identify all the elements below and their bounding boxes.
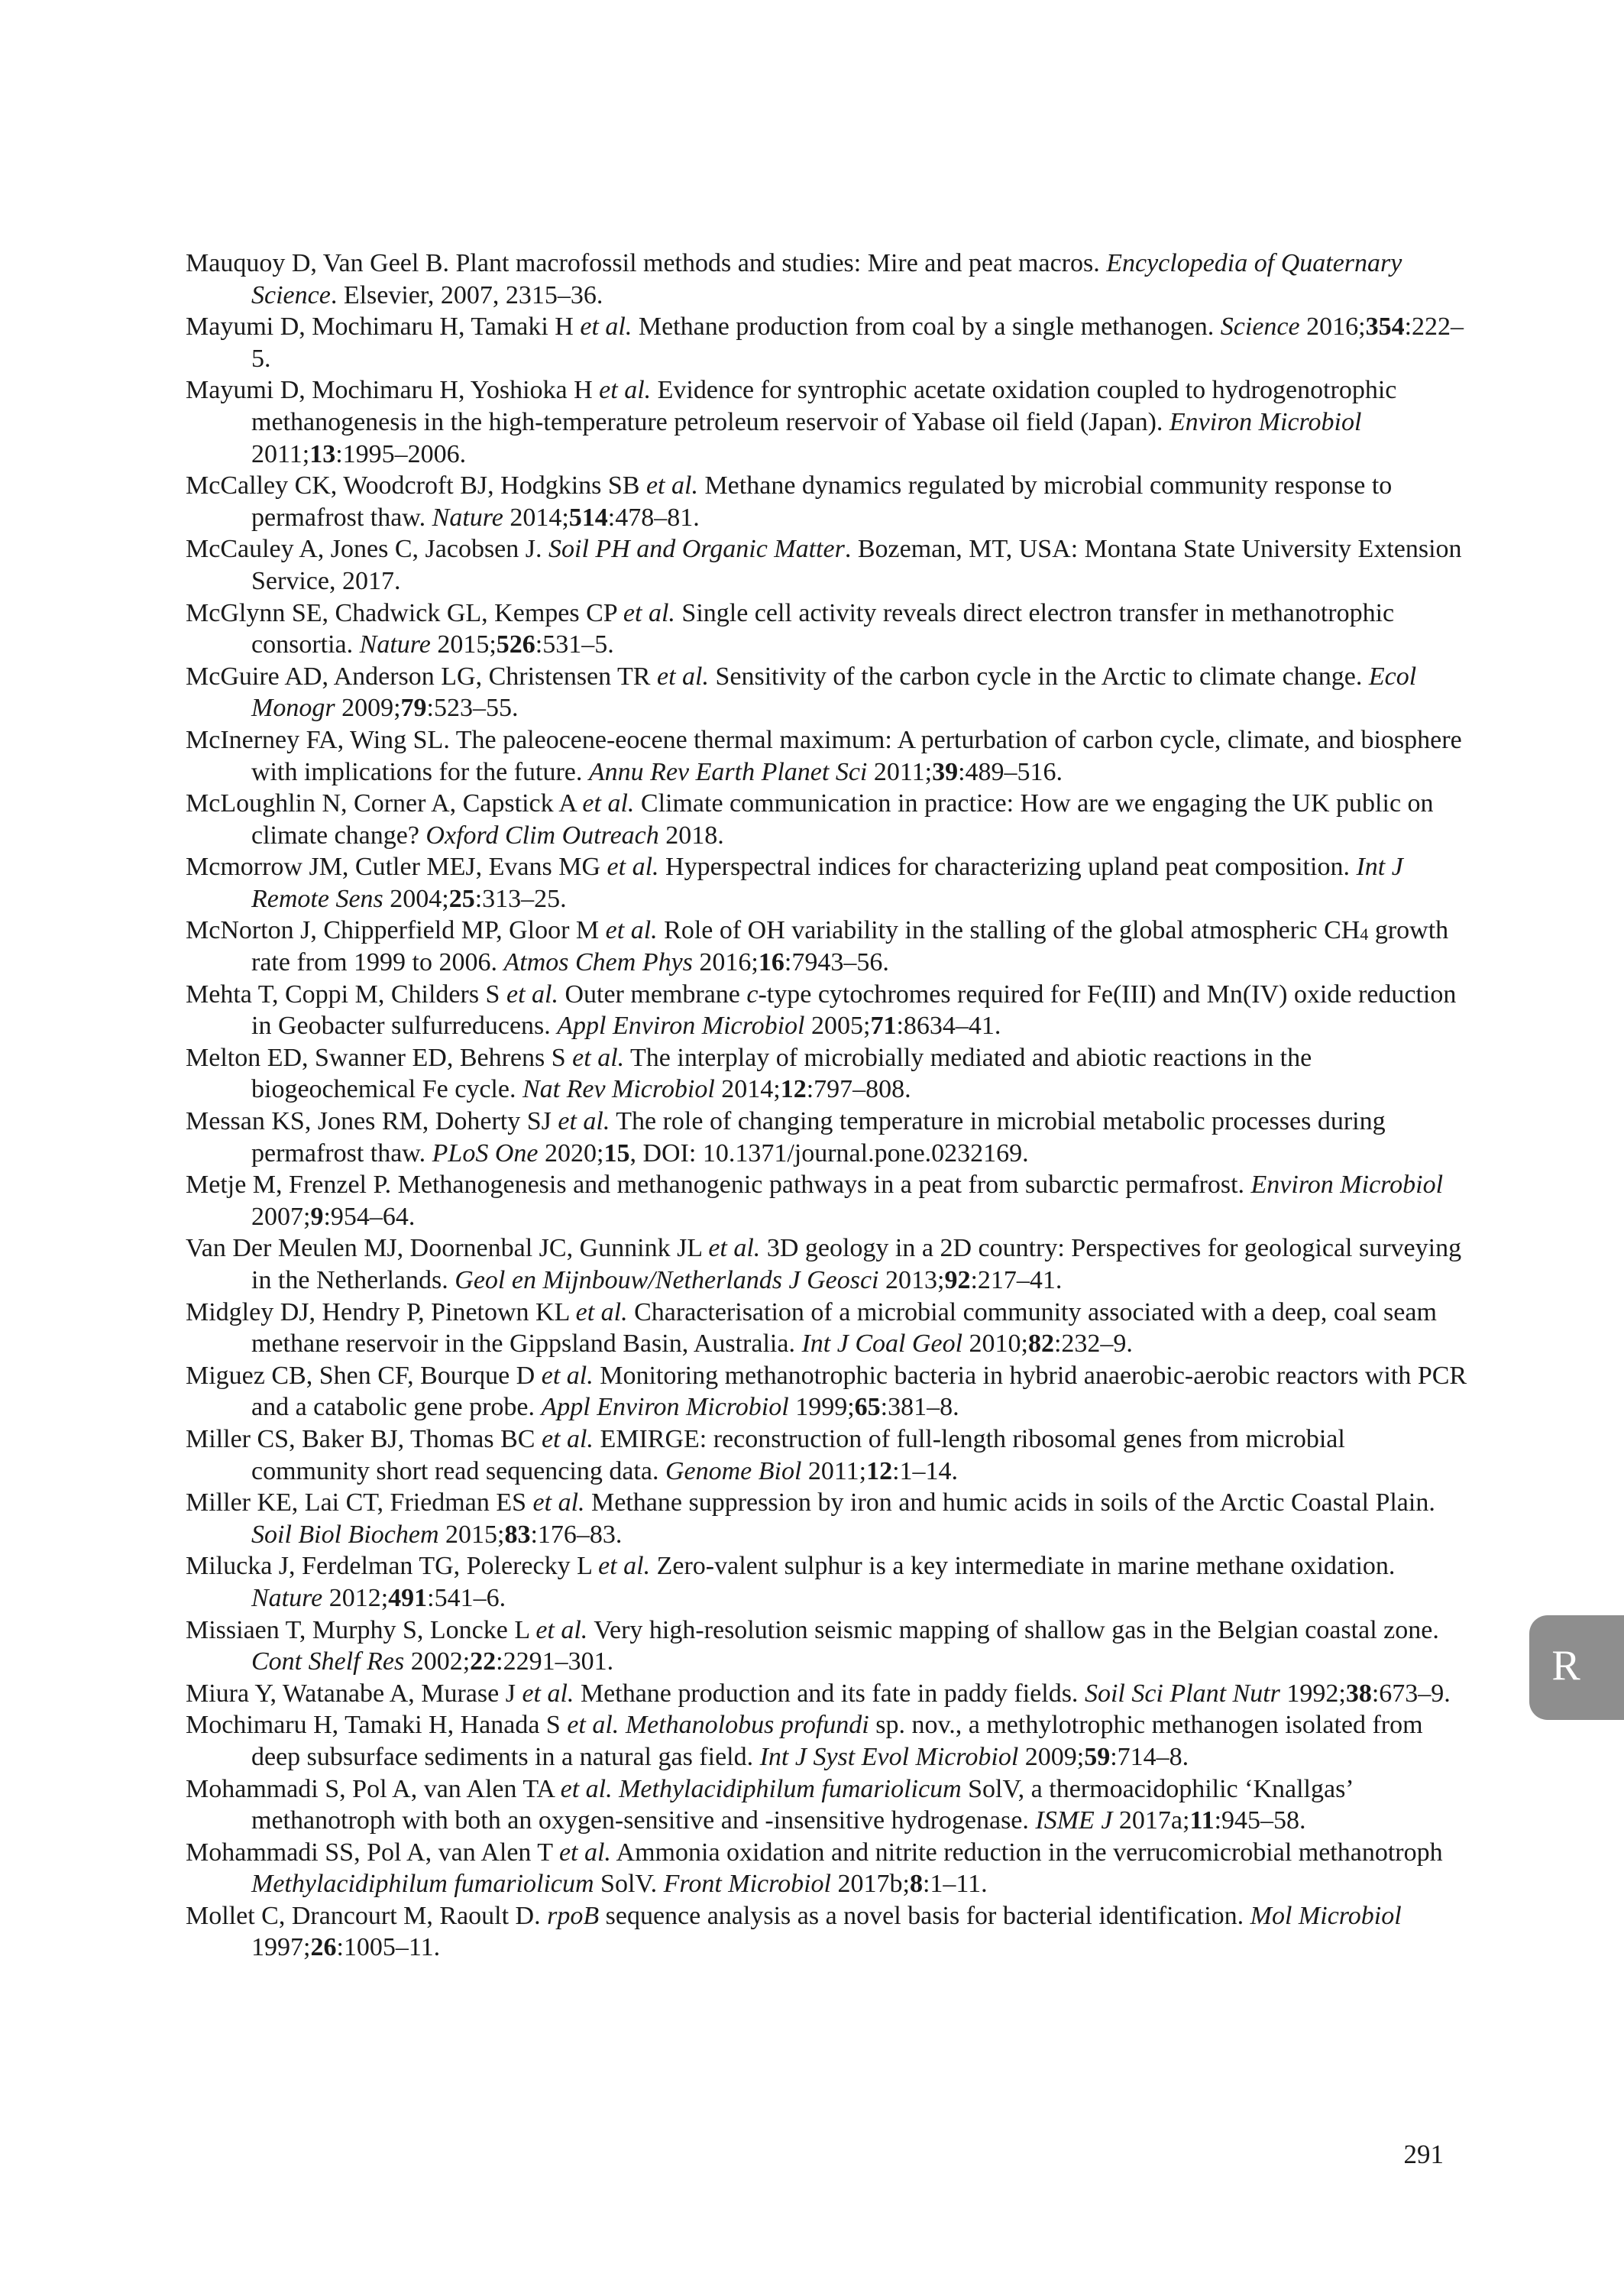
reference-text: Appl Environ Microbiol: [557, 1012, 805, 1041]
reference-text: 2007;: [251, 1202, 311, 1231]
reference-text: :313–25.: [474, 884, 567, 913]
reference-text: Mauquoy D, Van Geel B. Plant macrofossil methods and studies: Mire and peat macros.: [186, 249, 1107, 277]
reference-text: Outer membrane: [558, 980, 747, 1009]
reference-text: 16: [758, 948, 785, 977]
reference-text: Soil PH and Organic Matter: [548, 535, 845, 564]
reference-text: c: [746, 980, 759, 1009]
reference-text: Methylacidiphilum fumariolicum: [619, 1774, 962, 1803]
reference-text: :489–516.: [958, 757, 1063, 786]
reference-text: 8: [909, 1870, 923, 1899]
reference-text: 1999;: [788, 1393, 855, 1422]
reference-text: et al.: [645, 471, 698, 500]
reference-text: Environ Microbiol: [1169, 407, 1362, 436]
reference-text: Oxford Clim Outreach: [425, 821, 659, 850]
reference-text: McNorton J, Chipperfield MP, Gloor M: [186, 916, 606, 945]
reference-text: [613, 1775, 620, 1803]
reference-text: Miura Y, Watanabe A, Murase J: [186, 1679, 522, 1708]
reference-text: et al.: [541, 1424, 594, 1453]
reference-text: 2009;: [1018, 1742, 1085, 1771]
reference-text: 2015;: [438, 1520, 505, 1549]
reference-text: Messan KS, Jones RM, Doherty SJ: [186, 1107, 558, 1136]
reference-text: 2014;: [503, 503, 569, 532]
reference-text: et al.: [605, 916, 658, 945]
reference-entry: [186, 1550, 1469, 1614]
reference-text: PLoS One: [432, 1138, 539, 1168]
reference-text: 526: [496, 630, 535, 659]
reference-entry: [186, 979, 1469, 1042]
reference-text: Cont Shelf Res: [251, 1647, 405, 1676]
reference-text: Nature: [251, 1583, 323, 1612]
reference-text: et al.: [535, 1615, 588, 1644]
reference-text: 4: [1360, 925, 1369, 944]
reference-text: :1995–2006.: [335, 439, 467, 468]
reference-text: -type cytochromes required for Fe(III) and Mn(IV) oxide reduction in Geobacter sulfurreducens.: [251, 980, 1457, 1041]
reference-text: Nat Rev Microbiol: [522, 1075, 715, 1104]
reference-text: et al.: [607, 853, 659, 882]
reference-text: 2011;: [251, 439, 310, 468]
reference-text: Methanolobus profundi: [625, 1711, 869, 1740]
reference-text: Methylacidiphilum fumariolicum: [251, 1870, 594, 1899]
reference-text: EMIRGE: reconstruction of full-length ribosomal genes from microbial community short read sequencing data.: [251, 1424, 1345, 1485]
reference-entry: [186, 311, 1469, 374]
reference-text: et al.: [506, 980, 558, 1009]
reference-entry: [186, 1232, 1469, 1296]
reference-text: 354: [1365, 313, 1405, 342]
reference-text: Science: [1220, 313, 1300, 342]
reference-text: Very high-resolution seismic mapping of shallow gas in the Belgian coastal zone.: [587, 1615, 1439, 1644]
reference-text: 2017a;: [1112, 1806, 1190, 1835]
reference-text: Melton ED, Swanner ED, Behrens S: [186, 1043, 573, 1072]
reference-text: Miller KE, Lai CT, Friedman ES: [186, 1488, 533, 1517]
reference-text: :176–83.: [530, 1520, 623, 1549]
reference-text: , DOI: 10.1371/journal.pone.0232169.: [629, 1138, 1029, 1168]
reference-text: Milucka J, Ferdelman TG, Polerecky L: [186, 1552, 599, 1581]
reference-text: Encyclopedia of Quaternary Science: [251, 249, 1402, 309]
reference-text: :945–58.: [1214, 1806, 1306, 1835]
reference-text: 13: [309, 439, 336, 468]
reference-text: Mehta T, Coppi M, Childers S: [186, 980, 506, 1009]
reference-text: Environ Microbiol: [1250, 1171, 1444, 1200]
reference-text: 15: [603, 1138, 630, 1168]
reference-text: 2012;: [322, 1583, 389, 1612]
reference-text: 2014;: [714, 1075, 781, 1104]
reference-text: 2013;: [878, 1266, 945, 1294]
reference-text: et al.: [580, 313, 632, 342]
reference-text: et al.: [541, 1361, 594, 1390]
reference-entry: [186, 915, 1469, 978]
reference-entry: [186, 1837, 1469, 1900]
reference-text: et al.: [599, 376, 652, 405]
reference-text: Methane production and its fate in paddy fields.: [574, 1679, 1085, 1708]
reference-text: :714–8.: [1110, 1742, 1189, 1771]
reference-entry: [186, 1678, 1469, 1710]
reference-text: 22: [470, 1647, 497, 1676]
reference-text: :673–9.: [1371, 1679, 1451, 1708]
reference-text: Methane dynamics regulated by microbial community response to permafrost thaw.: [251, 471, 1393, 532]
reference-entry: [186, 1360, 1469, 1423]
page-number: 291: [1403, 2139, 1444, 2169]
reference-text: McCauley A, Jones C, Jacobsen J.: [186, 535, 549, 564]
reference-text: 2016;: [692, 948, 759, 977]
reference-text: Int J Remote Sens: [251, 853, 1403, 913]
reference-text: :1–11.: [922, 1870, 988, 1899]
reference-text: 65: [854, 1393, 881, 1422]
reference-entry: [186, 1423, 1469, 1487]
reference-text: 1992;: [1279, 1679, 1346, 1708]
reference-text: 25: [448, 884, 475, 913]
reference-text: Mcmorrow JM, Cutler MEJ, Evans MG: [186, 853, 607, 882]
reference-entry: [186, 533, 1469, 597]
reference-text: Methane production from coal by a single methanogen.: [632, 313, 1221, 342]
reference-text: Nature: [432, 503, 503, 532]
reference-entry: [186, 724, 1469, 788]
reference-text: et al.: [575, 1297, 628, 1326]
reference-text: Int J Coal Geol: [801, 1329, 963, 1359]
reference-entry: [186, 788, 1469, 851]
reference-text: 92: [944, 1266, 971, 1294]
reference-text: 2017b;: [830, 1870, 910, 1899]
reference-text: 11: [1189, 1806, 1215, 1835]
reference-entry: [186, 1487, 1469, 1550]
reference-text: 3D geology in a 2D country: Perspectives for geological surveying in the Netherlands.: [251, 1234, 1462, 1294]
reference-text: Evidence for syntrophic acetate oxidation coupled to hydrogenotrophic methanogenesis in the high-temperature petroleum reservoir of Yabase oil field (Japan).: [251, 376, 1397, 436]
reference-text: McInerney FA, Wing SL. The paleocene-eocene thermal maximum: A perturbation of carbon cycle, climate, and biosphere with implications for the future.: [186, 725, 1462, 786]
reference-text: rpoB: [547, 1901, 600, 1930]
reference-text: Miguez CB, Shen CF, Bourque D: [186, 1361, 542, 1390]
reference-text: :222–5.: [251, 313, 1464, 373]
reference-text: 2011;: [867, 757, 933, 786]
reference-text: :1005–11.: [336, 1933, 441, 1962]
reference-text: McGlynn SE, Chadwick GL, Kempes CP: [186, 598, 623, 627]
reference-text: 12: [780, 1075, 807, 1104]
reference-text: 2004;: [383, 884, 449, 913]
reference-entry: [186, 851, 1469, 915]
reference-text: Front Microbiol: [663, 1870, 831, 1899]
reference-text: Ecol Monogr: [251, 662, 1417, 723]
reference-entry: [186, 1297, 1469, 1360]
reference-text: sp. nov., a methylotrophic methanogen isolated from deep subsurface sediments in a natural gas field.: [251, 1711, 1423, 1771]
reference-text: :541–6.: [427, 1583, 506, 1612]
reference-text: et al.: [572, 1043, 625, 1072]
reference-entry: [186, 1169, 1469, 1232]
reference-entry: [186, 1773, 1469, 1837]
reference-text: 2010;: [962, 1329, 1028, 1359]
reference-text: :232–9.: [1053, 1329, 1133, 1359]
reference-text: :797–808.: [806, 1075, 911, 1104]
reference-text: et al.: [532, 1488, 585, 1517]
reference-text: :217–41.: [970, 1266, 1063, 1294]
reference-text: Soil Biol Biochem: [251, 1520, 439, 1549]
reference-text: 2018.: [658, 821, 724, 850]
reference-text: :1–14.: [892, 1456, 959, 1485]
reference-entry: [186, 1614, 1469, 1678]
reference-text: 39: [932, 757, 959, 786]
reference-text: Mochimaru H, Tamaki H, Hanada S: [186, 1711, 568, 1740]
reference-text: Sensitivity of the carbon cycle in the Arctic to climate change.: [708, 662, 1369, 691]
reference-text: et al.: [558, 1838, 611, 1867]
reference-text: Miller CS, Baker BJ, Thomas BC: [186, 1424, 542, 1453]
reference-text: 514: [568, 503, 608, 532]
reference-text: McLoughlin N, Corner A, Capstick A: [186, 789, 583, 818]
reference-entry: [186, 248, 1469, 311]
reference-text: 83: [504, 1520, 531, 1549]
reference-text: Zero-valent sulphur is a key intermediate in marine methane oxidation.: [650, 1552, 1396, 1581]
reference-text: :8634–41.: [896, 1012, 1001, 1041]
reference-text: Mohammadi S, Pol A, van Alen TA: [186, 1774, 561, 1803]
reference-text: Atmos Chem Phys: [503, 948, 693, 977]
reference-text: Methane suppression by iron and humic acids in soils of the Arctic Coastal Plain.: [584, 1488, 1435, 1517]
reference-text: The role of changing temperature in microbial metabolic processes during permafrost thaw.: [251, 1107, 1386, 1168]
reference-text: et al.: [567, 1711, 620, 1740]
reference-text: et al.: [656, 662, 709, 691]
reference-text: growth rate from 1999 to 2006.: [251, 916, 1449, 977]
reference-text: Annu Rev Earth Planet Sci: [588, 757, 868, 786]
reference-text: :531–5.: [535, 630, 614, 659]
reference-text: :381–8.: [880, 1393, 959, 1422]
reference-entry: [186, 661, 1469, 724]
reference-text: Mohammadi SS, Pol A, van Alen T: [186, 1838, 559, 1867]
reference-text: SolV, a thermoacidophilic ‘Knallgas’ methanotroph with both an oxygen-sensitive and -insensitive hydrogenase.: [251, 1774, 1353, 1835]
reference-text: ISME J: [1035, 1806, 1113, 1835]
reference-text: 9: [310, 1202, 324, 1231]
reference-text: :954–64.: [323, 1202, 416, 1231]
reference-text: SolV.: [594, 1870, 664, 1899]
reference-text: et al.: [522, 1679, 574, 1708]
reference-text: Mollet C, Drancourt M, Raoult D.: [186, 1901, 548, 1930]
reference-text: 491: [388, 1583, 428, 1612]
reference-text: Genome Biol: [665, 1456, 802, 1485]
reference-text: Hyperspectral indices for characterizing upland peat composition.: [658, 853, 1357, 882]
reference-text: [619, 1711, 626, 1739]
reference-text: 79: [400, 694, 427, 723]
reference-text: Mayumi D, Mochimaru H, Tamaki H: [186, 313, 581, 342]
reference-text: Int J Syst Evol Microbiol: [759, 1742, 1019, 1771]
reference-text: Geol en Mijnbouw/Netherlands J Geosci: [455, 1266, 879, 1294]
reference-text: 59: [1084, 1742, 1111, 1771]
reference-entry: [186, 374, 1469, 470]
reference-text: 71: [870, 1012, 897, 1041]
reference-text: Mol Microbiol: [1250, 1901, 1402, 1930]
reference-text: 2015;: [430, 630, 497, 659]
reference-entry: [186, 1709, 1469, 1773]
reference-text: . Bozeman, MT, USA: Montana State University Extension Service, 2017.: [251, 535, 1462, 595]
reference-text: et al.: [582, 789, 635, 818]
reference-text: 82: [1027, 1329, 1054, 1359]
reference-text: 2016;: [1299, 313, 1366, 342]
reference-entry: [186, 470, 1469, 533]
reference-text: 2009;: [335, 694, 401, 723]
reference-text: 1997;: [251, 1933, 311, 1962]
reference-text: The interplay of microbially mediated and abiotic reactions in the biogeochemical Fe cycle.: [251, 1043, 1312, 1104]
reference-text: Nature: [359, 630, 431, 659]
reference-text: 2005;: [804, 1012, 871, 1041]
reference-entry: [186, 598, 1469, 661]
reference-text: Ammonia oxidation and nitrite reduction in the verrucomicrobial methanotroph: [610, 1838, 1443, 1867]
reference-text: Midgley DJ, Hendry P, Pinetown KL: [186, 1297, 576, 1326]
reference-text: 2020;: [538, 1138, 604, 1168]
reference-text: Single cell activity reveals direct electron transfer in methanotrophic consortia.: [251, 598, 1395, 659]
reference-text: et al.: [560, 1774, 613, 1803]
reference-text: Appl Environ Microbiol: [541, 1393, 789, 1422]
reference-text: :2291–301.: [496, 1647, 614, 1676]
reference-text: :478–81.: [607, 503, 700, 532]
reference-text: Soil Sci Plant Nutr: [1084, 1679, 1280, 1708]
reference-text: Mayumi D, Mochimaru H, Yoshioka H: [186, 376, 600, 405]
reference-text: Climate communication in practice: How are we engaging the UK public on climate change?: [251, 789, 1434, 850]
reference-text: McGuire AD, Anderson LG, Christensen TR: [186, 662, 657, 691]
reference-text: et al.: [623, 598, 675, 627]
reference-text: 26: [310, 1933, 337, 1962]
reference-text: Monitoring methanotrophic bacteria in hybrid anaerobic-aerobic reactors with PCR and a catabolic gene probe.: [251, 1361, 1467, 1422]
reference-entry: [186, 1106, 1469, 1169]
reference-text: Characterisation of a microbial community associated with a deep, coal seam methane reservoir in the Gippsland Basin, Australia.: [251, 1297, 1437, 1359]
reference-entry: [186, 1900, 1469, 1964]
section-tab-letter: R: [1551, 1642, 1580, 1689]
reference-text: 38: [1345, 1679, 1372, 1708]
reference-text: Role of OH variability in the stalling of the global atmospheric CH: [657, 916, 1360, 945]
reference-text: :7943–56.: [784, 948, 889, 977]
reference-text: et al.: [558, 1107, 610, 1136]
reference-text: 12: [866, 1456, 893, 1485]
reference-text: et al.: [598, 1552, 651, 1581]
reference-text: Missiaen T, Murphy S, Loncke L: [186, 1615, 536, 1644]
reference-list: [186, 248, 1469, 1964]
reference-text: Van Der Meulen MJ, Doornenbal JC, Gunnink JL: [186, 1234, 709, 1263]
reference-text: sequence analysis as a novel basis for bacterial identification.: [599, 1901, 1250, 1930]
reference-entry: [186, 1042, 1469, 1106]
reference-text: . Elsevier, 2007, 2315–36.: [330, 280, 603, 309]
reference-text: 2002;: [404, 1647, 471, 1676]
reference-text: 2011;: [801, 1456, 867, 1485]
reference-text: :523–55.: [426, 694, 519, 723]
reference-text: et al.: [708, 1234, 761, 1263]
reference-text: Metje M, Frenzel P. Methanogenesis and methanogenic pathways in a peat from subarctic permafrost.: [186, 1171, 1251, 1200]
reference-text: McCalley CK, Woodcroft BJ, Hodgkins SB: [186, 471, 646, 500]
